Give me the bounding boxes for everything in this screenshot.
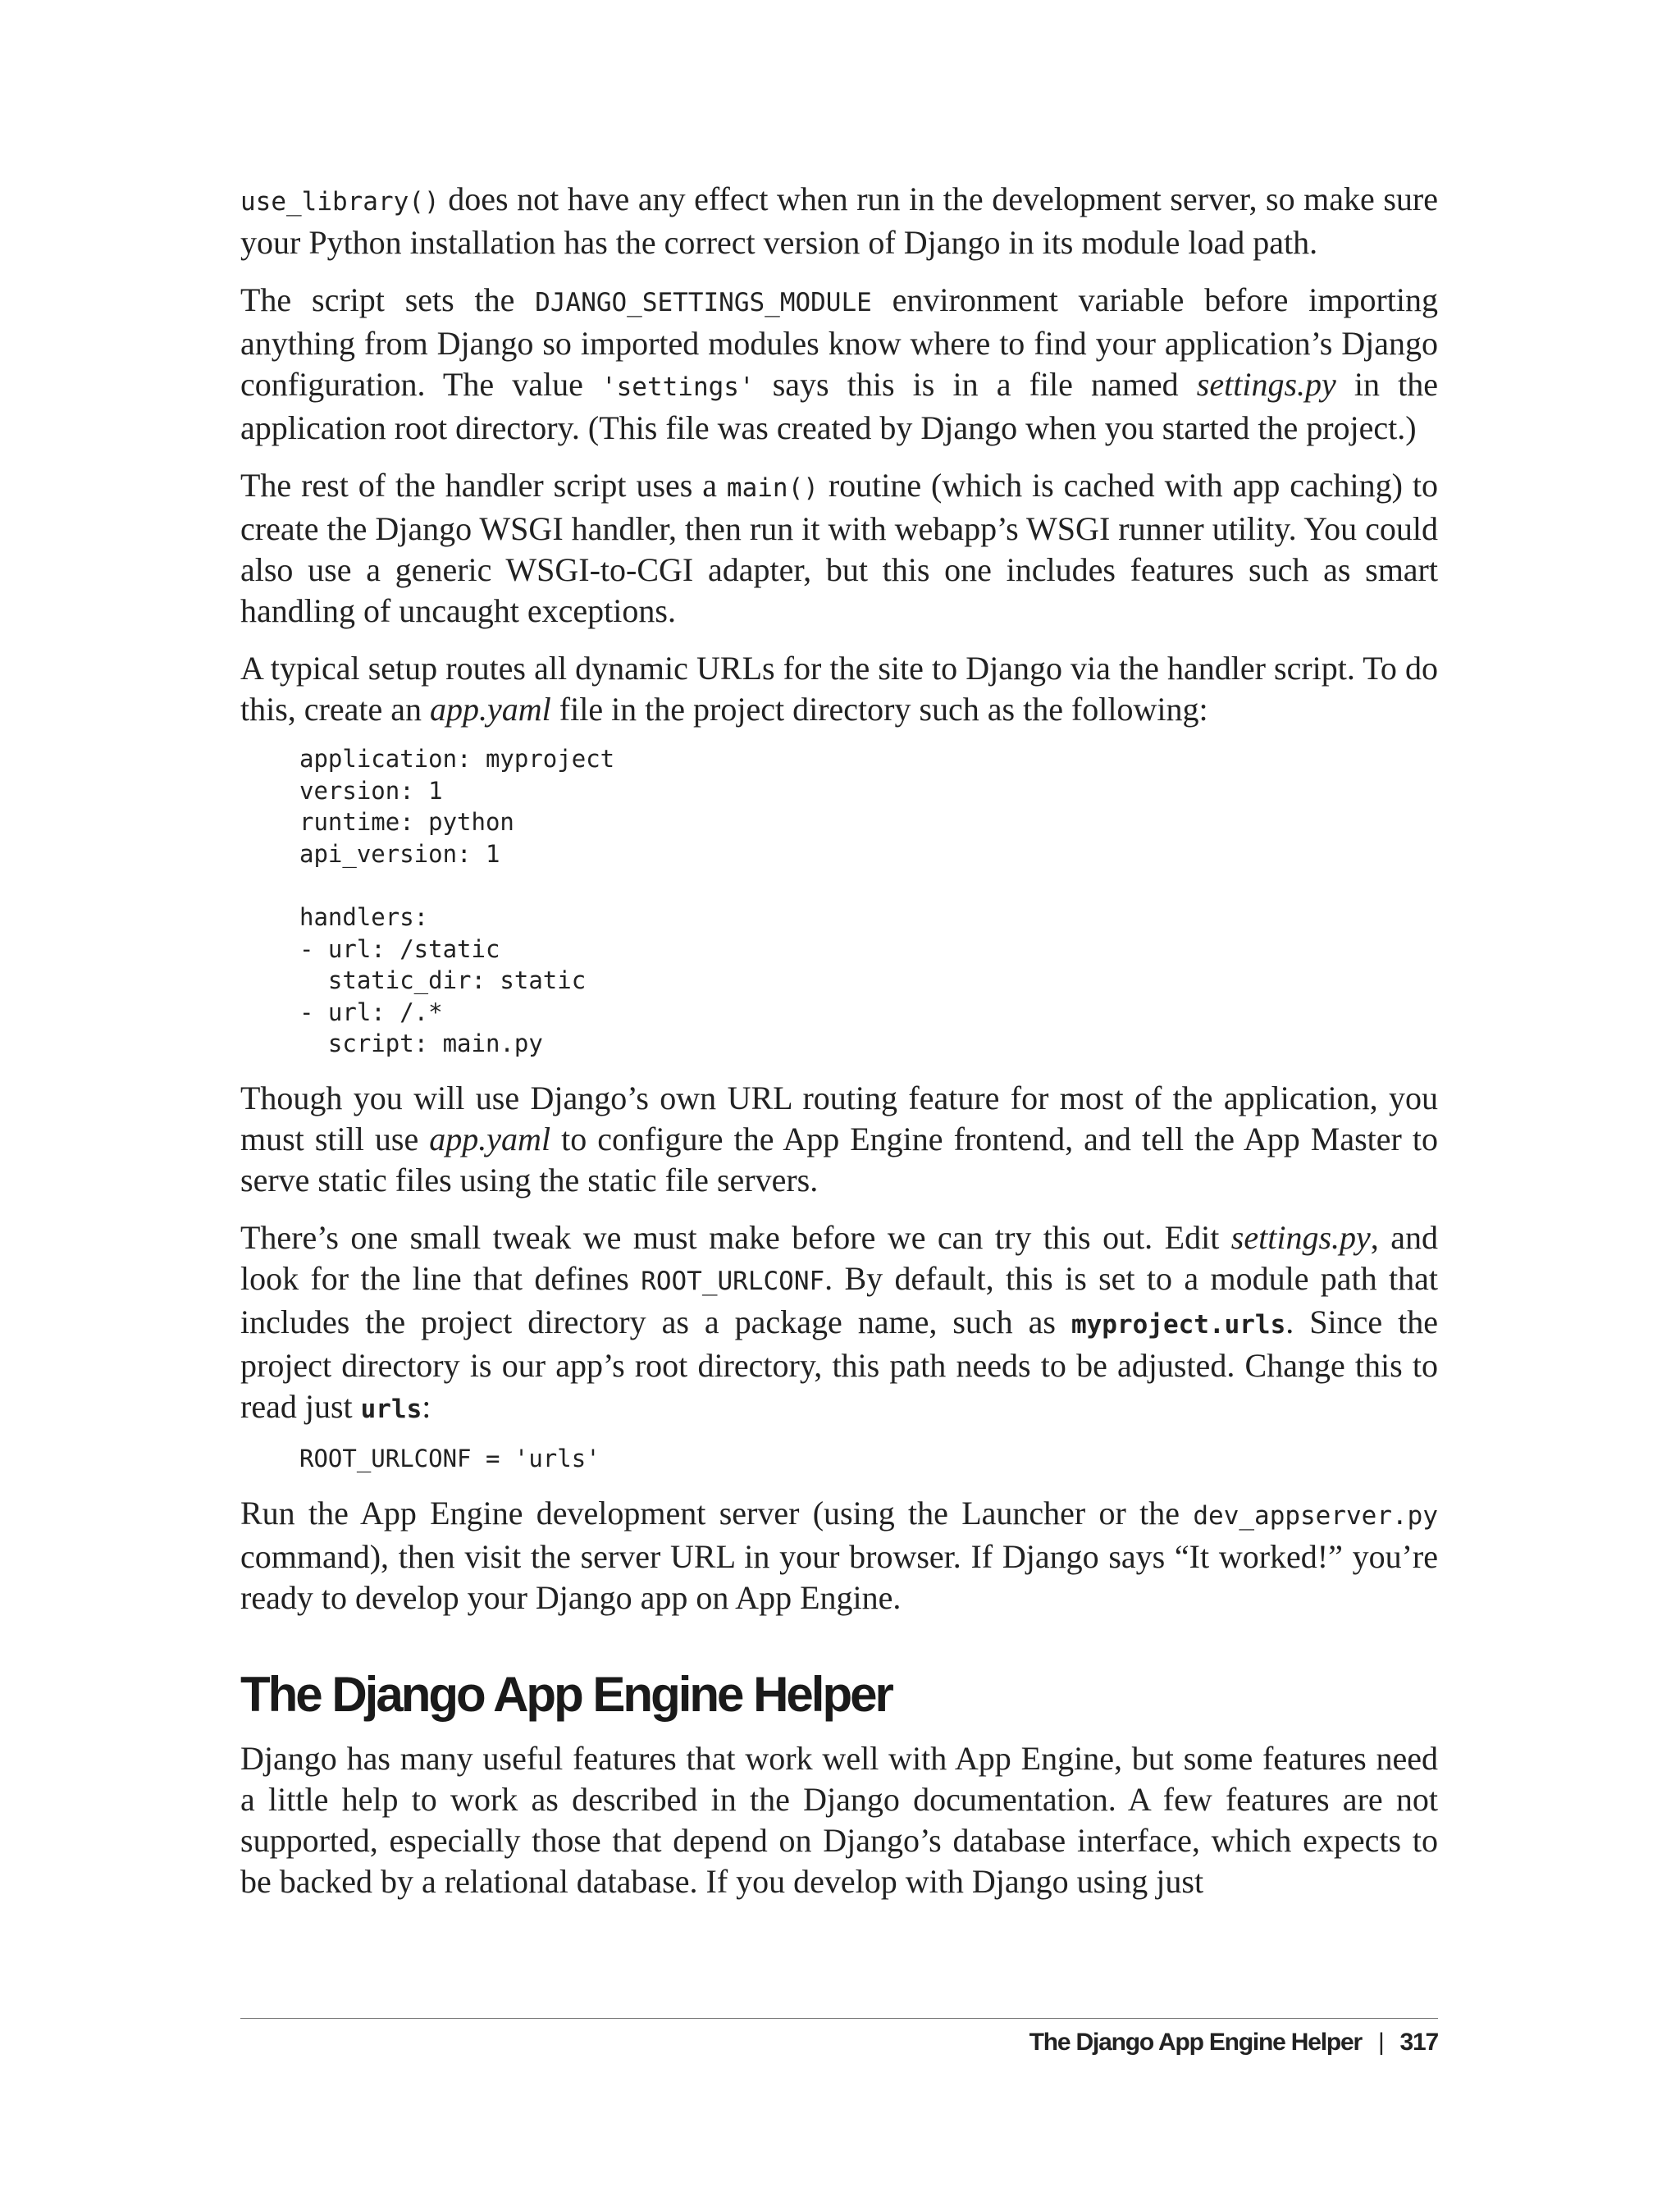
inline-code: urls: [360, 1394, 422, 1424]
page-footer: [240, 2022, 1438, 2063]
code-block-urlconf: [299, 1443, 1438, 1475]
paragraph-root-urlconf: There’s one small tweak we must make before we can try this out. Edit settings.py, and look for the line that defines ROOT_URLCONF. By default, this is set to a module path that includes the project directory as a package name, such as myproject.urls. Since the project directory is our app’s root directory, this path needs to be adjusted. Change this to read just urls:: [240, 1218, 1439, 1425]
inline-code: ROOT_URLCONF: [641, 1266, 825, 1296]
footer-separator: |: [1377, 2029, 1384, 2056]
code-block-app-yaml: [299, 743, 1438, 1060]
inline-code: main(): [726, 473, 819, 503]
filename: app.yaml: [429, 1120, 551, 1157]
code-line: runtime: python: [299, 808, 514, 837]
inline-code: 'settings': [600, 372, 755, 402]
filename: settings.py: [1196, 366, 1336, 403]
code-line: api_version: 1: [299, 839, 500, 868]
code-line: - url: /static: [299, 934, 500, 963]
code-line: [299, 870, 1438, 902]
paragraph-use-library: use_library() does not have any effect when run in the development server, so make sure your Python installation has the correct version of Django in its module load path.: [240, 180, 1438, 261]
paragraph-settings-module: The script sets the DJANGO_SETTINGS_MODULE environment variable before importing anything from Django so imported modules know where to find your application’s Django configuration. The value 'settings' says this is in a file named settings.py in the application root directory. (This file was created by Django when you started the project.): [240, 281, 1439, 446]
section-heading: The Django App Engine Helper: [240, 1666, 892, 1722]
page-body: [240, 179, 1438, 1919]
paragraph-run-server: Run the App Engine development server (using the Launcher or the dev_appserver.py command), then visit the server URL in your browser. If Django says “It worked!” you’re ready to develop your Django app on App Engine.: [240, 1494, 1438, 1616]
inline-code: use_library(): [240, 187, 440, 217]
paragraph-url-routing: Though you will use Django’s own URL routing feature for most of the application, you must still use app.yaml to configure the App Engine frontend, and tell the App Master to serve static files using the static file servers.: [240, 1079, 1438, 1198]
filename: settings.py: [1230, 1218, 1371, 1256]
page-number: 317: [1399, 2029, 1438, 2056]
code-line: - url: /.*: [299, 998, 443, 1026]
paragraph-typical-setup: A typical setup routes all dynamic URLs for the site to Django via the handler script. To do this, create an app.yaml file in the project directory such as the following:: [240, 650, 1438, 728]
code-line: script: main.py: [299, 1029, 543, 1058]
paragraph-handler-script: The rest of the handler script uses a main() routine (which is cached with app caching) to create the Django WSGI handler, then run it with webapp’s WSGI runner utility. You could also use a generic WSGI-to-CGI adapter, but this one includes features such as smart handling of uncaught exceptions.: [240, 467, 1438, 629]
inline-code: dev_appserver.py: [1193, 1500, 1438, 1531]
code-line: application: myproject: [299, 745, 615, 773]
paragraph-helper-intro: Django has many useful features that work well with App Engine, but some features need a little help to work as described in the Django documentation. A few features are not supported, especially those that depend on Django’s database interface, which expects to be backed by a relational database. If you develop with Django using just: [240, 1739, 1438, 1900]
filename: app.yaml: [430, 691, 551, 728]
footer-divider: [240, 2018, 1438, 2019]
footer-section-title: The Django App Engine Helper: [1029, 2029, 1362, 2056]
code-line: handlers:: [299, 902, 429, 931]
code-line: version: 1: [299, 776, 443, 805]
code-line: static_dir: static: [299, 966, 587, 995]
code-line: ROOT_URLCONF = 'urls': [299, 1444, 600, 1472]
inline-code: DJANGO_SETTINGS_MODULE: [535, 288, 872, 317]
inline-code: myproject.urls: [1071, 1309, 1286, 1340]
